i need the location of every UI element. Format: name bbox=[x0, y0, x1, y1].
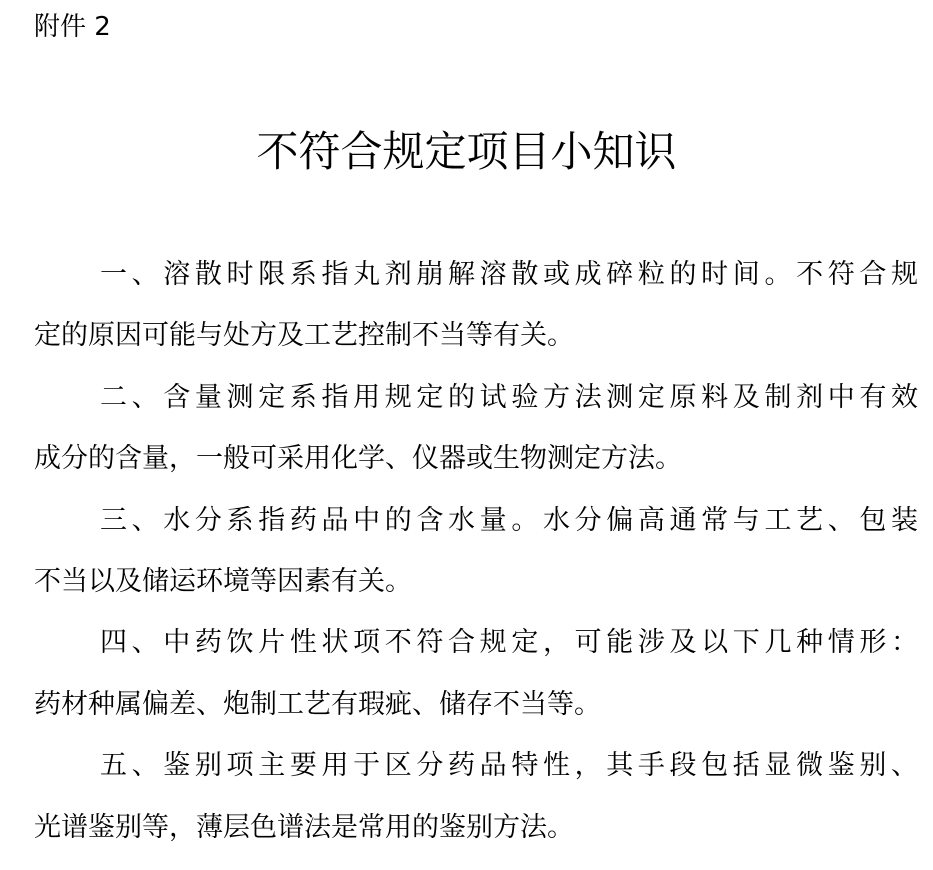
document-title: 不符合规定项目小知识 bbox=[256, 127, 677, 176]
paragraph-1 bbox=[34, 244, 918, 367]
document-body bbox=[34, 244, 918, 858]
paragraph-line: 光谱鉴别等，薄层色谱法是常用的鉴别方法。 bbox=[34, 811, 574, 843]
paragraph-line: 定的原因可能与处方及工艺控制不当等有关。 bbox=[34, 320, 574, 352]
paragraph-line: 四、中药饮片性状项不符合规定，可能涉及以下几种情形： bbox=[100, 627, 918, 659]
paragraph-line: 三、水分系指药品中的含水量。水分偏高通常与工艺、包装 bbox=[100, 504, 918, 536]
paragraph-line: 药材种属偏差、炮制工艺有瑕疵、储存不当等。 bbox=[34, 688, 601, 720]
paragraph-line: 二、含量测定系指用规定的试验方法测定原料及制剂中有效 bbox=[100, 381, 918, 413]
paragraph-line: 成分的含量，一般可采用化学、仪器或生物测定方法。 bbox=[34, 443, 682, 475]
paragraph-3 bbox=[34, 490, 918, 613]
paragraph-5 bbox=[34, 735, 918, 858]
attachment-label: 附件 2 bbox=[34, 12, 111, 42]
paragraph-line: 一、溶散时限系指丸剂崩解溶散或成碎粒的时间。不符合规 bbox=[100, 259, 918, 290]
paragraph-line: 不当以及储运环境等因素有关。 bbox=[34, 565, 412, 597]
paragraph-2 bbox=[34, 367, 918, 490]
paragraph-line: 五、鉴别项主要用于区分药品特性，其手段包括显微鉴别、 bbox=[100, 750, 918, 782]
paragraph-4 bbox=[34, 612, 918, 735]
